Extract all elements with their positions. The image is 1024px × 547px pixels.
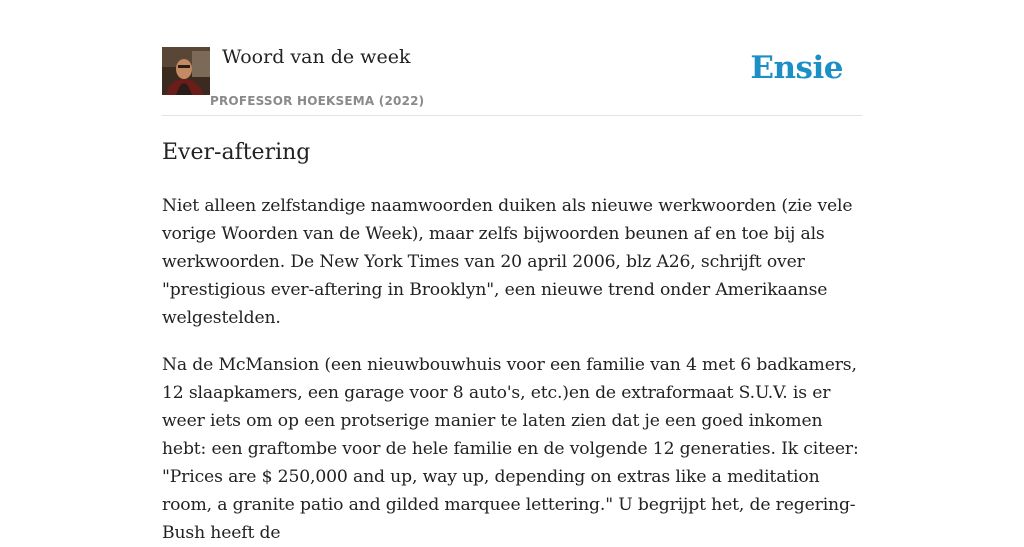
article-title: Ever-aftering: [162, 140, 311, 165]
section-title[interactable]: Woord van de week: [222, 46, 411, 68]
author-avatar[interactable]: [162, 47, 210, 95]
article-page: [162, 0, 862, 543]
article-paragraph: Na de McMansion (een nieuwbouwhuis voor een familie van 4 met 6 badkamers, 12 slaapkamers, een garage voor 8 auto's, etc.)en de extraformaat S.U.V. is er weer iets om op een protserige manier te laten zien dat je een goed inkomen hebt: een graftombe voor de hele familie en de volgende 12 generaties. Ik citeer: "Prices are $ 250,000 and up, way up, depending on extras like a meditation room, a granite patio and gilded marquee lettering." U begrijpt het, de regering-Bush heeft de: [162, 355, 859, 543]
article-header: [162, 0, 862, 116]
author-name[interactable]: PROFESSOR HOEKSEMA (2022): [210, 94, 425, 108]
author-photo-icon: [162, 47, 210, 95]
article-paragraph: Niet alleen zelfstandige naamwoorden duiken als nieuwe werkwoorden (zie vele vorige Woorden van de Week), maar zelfs bijwoorden beunen af en toe bij als werkwoorden. De New York Times van 20 april 2006, blz A26, schrijft over "prestigious ever-aftering in Brooklyn", een nieuwe trend onder Amerikaanse welgestelden.: [162, 196, 853, 328]
brand-logo[interactable]: Ensie: [750, 50, 843, 86]
